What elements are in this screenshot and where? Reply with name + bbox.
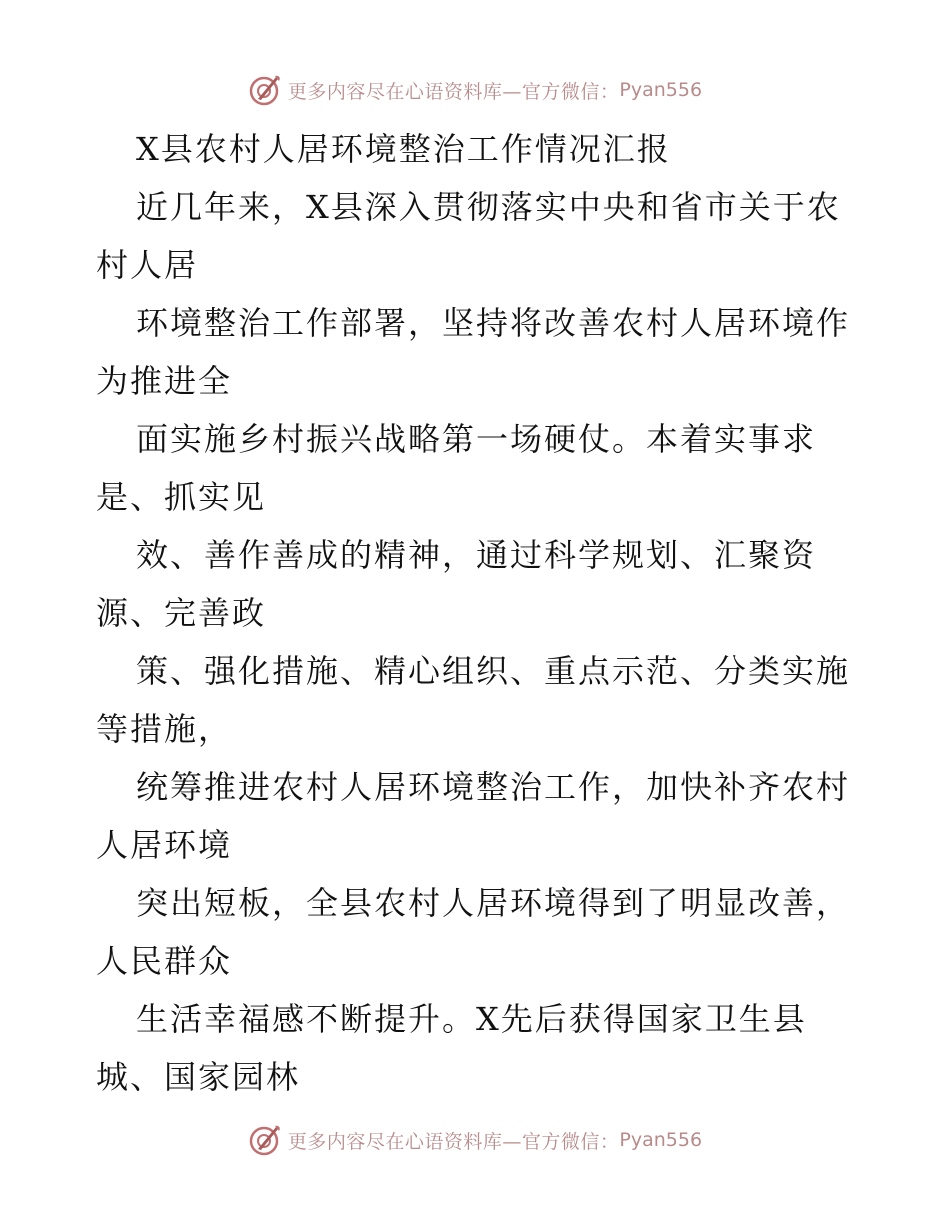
quill-logo-icon: [248, 73, 282, 107]
body-line: 村人居: [96, 246, 199, 284]
watermark-wechat-id: Pyan556: [619, 79, 703, 101]
body-line: 近几年来，X县深入贯彻落实中央和省市关于农: [136, 188, 841, 226]
body-line: 策、强化措施、精心组织、重点示范、分类实施: [136, 652, 851, 690]
body-line: 统筹推进农村人居环境整治工作，加快补齐农村: [136, 768, 851, 806]
document-title: X县农村人居环境整治工作情况汇报: [136, 130, 671, 168]
body-line: 面实施乡村振兴战略第一场硬仗。本着实事求: [136, 420, 817, 458]
body-line: 人居环境: [96, 826, 233, 864]
body-line: 突出短板，全县农村人居环境得到了明显改善，: [136, 884, 851, 922]
body-line: 为推进全: [96, 362, 233, 400]
watermark-text: 更多内容尽在心语资料库—官方微信：: [287, 80, 620, 103]
body-line: 是、抓实见: [96, 478, 267, 516]
footer-watermark: [0, 1120, 950, 1160]
body-line: 源、完善政: [96, 594, 267, 632]
body-line: 等措施，: [96, 710, 233, 748]
body-line: 效、善作善成的精神，通过科学规划、汇聚资: [136, 536, 817, 574]
watermark-text: 更多内容尽在心语资料库—官方微信：: [287, 1130, 620, 1153]
document-body: [96, 120, 866, 1106]
watermark-wechat-id: Pyan556: [619, 1129, 703, 1151]
header-watermark: [0, 70, 950, 110]
body-line: 环境整治工作部署，坚持将改善农村人居环境作: [136, 304, 851, 342]
body-line: 生活幸福感不断提升。X先后获得国家卫生县: [136, 1000, 807, 1038]
body-line: 人民群众: [96, 942, 233, 980]
quill-logo-icon: [248, 1123, 282, 1157]
body-line: 城、国家园林: [96, 1058, 301, 1096]
